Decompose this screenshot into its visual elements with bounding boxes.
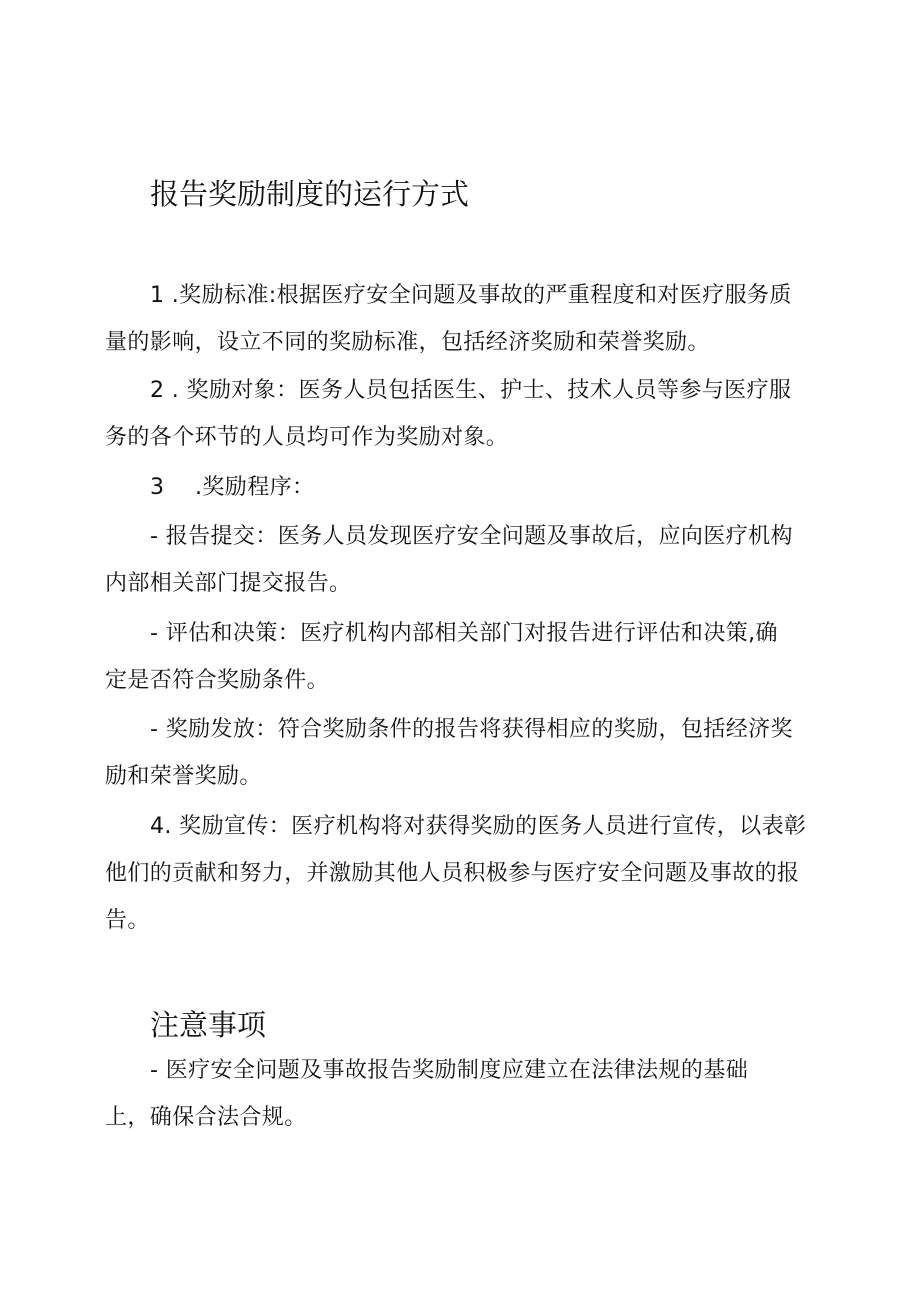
paragraph-line: 量的影响，设立不同的奖励标准，包括经济奖励和荣誉奖励。	[105, 330, 710, 355]
section-heading-operation: 报告奖励制度的运行方式	[150, 177, 470, 211]
paragraph-line: - 奖励发放：符合奖励条件的报告将获得相应的奖励，包括经济奖	[150, 717, 793, 742]
paragraph-line: - 医疗安全问题及事故报告奖励制度应建立在法律法规的基础	[150, 1058, 749, 1083]
paragraph-line: 务的各个环节的人员均可作为奖励对象。	[105, 425, 509, 450]
paragraph-line: 他们的贡献和努力，并激励其他人员积极参与医疗安全问题及事故的报	[105, 861, 800, 886]
paragraph-line: 2 . 奖励对象：医务人员包括医生、护士、技术人员等参与医疗服	[150, 378, 792, 403]
item-number: 3	[150, 475, 165, 500]
paragraph-line: - 评估和决策：医疗机构内部相关部门对报告进行评估和决策,确	[150, 621, 778, 646]
paragraph-line: 内部相关部门提交报告。	[105, 571, 352, 596]
paragraph-legal-compliance	[105, 1047, 821, 1141]
paragraph-report-submission	[105, 513, 821, 607]
paragraph-line	[105, 464, 821, 511]
paragraph-line: - 报告提交：医务人员发现医疗安全问题及事故后，应向医疗机构	[150, 524, 793, 549]
paragraph-reward-target	[105, 367, 821, 461]
paragraph-line: 励和荣誉奖励。	[105, 764, 262, 789]
section-heading-notes: 注意事项	[150, 1008, 267, 1042]
paragraph-reward-issue	[105, 706, 821, 800]
paragraph-reward-standard	[105, 272, 821, 366]
paragraph-line: 上，确保合法合规。	[105, 1105, 307, 1130]
paragraph-evaluation	[105, 610, 821, 704]
item-text: .奖励程序：	[195, 475, 315, 500]
paragraph-line: 4. 奖励宣传：医疗机构将对获得奖励的医务人员进行宣传，以表彰	[150, 814, 807, 839]
paragraph-reward-publicity	[105, 803, 821, 944]
paragraph-reward-procedure	[105, 464, 821, 511]
paragraph-line: 告。	[105, 908, 150, 933]
paragraph-line: 定是否符合奖励条件。	[105, 668, 330, 693]
paragraph-line: 1 .奖励标准:根据医疗安全问题及事故的严重程度和对医疗服务质	[150, 283, 792, 308]
